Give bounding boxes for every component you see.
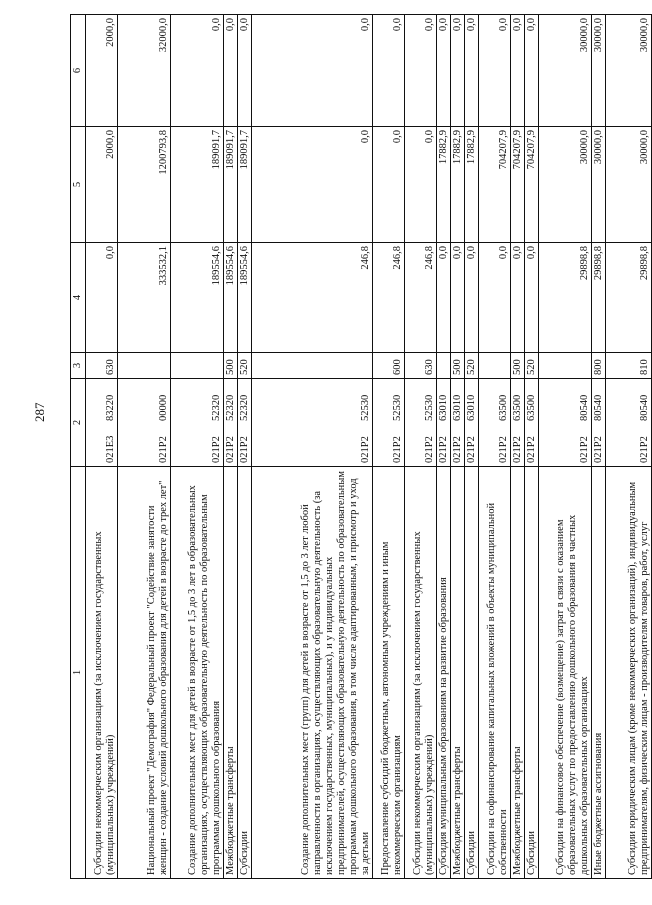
- row-name: Субсидии: [525, 467, 539, 879]
- row-value-col5: 17882,9: [465, 127, 479, 243]
- row-value-col5: 189091,7: [171, 127, 224, 243]
- row-expense-type: [539, 353, 592, 379]
- row-name: Субсидии: [465, 467, 479, 879]
- row-code-program: 021P2: [578, 436, 590, 463]
- page-number: 287: [32, 402, 47, 422]
- row-value-col6: 0,0: [171, 15, 224, 127]
- row-code: [479, 379, 511, 467]
- row-code: [118, 379, 171, 467]
- header-cell: 5: [71, 127, 86, 243]
- row-code-direction: 80540: [638, 394, 650, 421]
- row-code-direction: 80540: [592, 394, 604, 421]
- row-value-col4: 0,0: [86, 243, 118, 353]
- row-value-col6: 30000,0: [539, 15, 592, 127]
- row-code-program: 021P2: [497, 436, 509, 463]
- table-row: [171, 15, 224, 879]
- row-value-col4: 333532,1: [118, 243, 171, 353]
- row-value-col5: 0,0: [405, 127, 437, 243]
- row-name: Национальный проект "Демография" Федеральный проект "Содействие занятости женщин - создание условий дошкольного образования для детей в возрасте до трех лет": [118, 467, 171, 879]
- row-code-direction: 52530: [391, 394, 403, 421]
- row-code: [606, 379, 652, 467]
- row-value-col5: 0,0: [252, 127, 373, 243]
- row-name: Межбюджетные трансферты: [511, 467, 525, 879]
- row-value-col6: 0,0: [511, 15, 525, 127]
- table-row: [86, 15, 118, 879]
- table-row: [511, 15, 525, 879]
- row-code-program: 021P2: [511, 436, 523, 463]
- table-row: [606, 15, 652, 879]
- row-code: [405, 379, 437, 467]
- row-expense-type: 520: [465, 353, 479, 379]
- row-value-col5: 30000,0: [606, 127, 652, 243]
- row-value-col6: 0,0: [525, 15, 539, 127]
- row-value-col6: 30000,0: [606, 15, 652, 127]
- budget-table: [70, 14, 652, 879]
- row-code-program: 021P2: [465, 436, 477, 463]
- row-code-program: 021P2: [210, 436, 222, 463]
- row-code: [373, 379, 405, 467]
- row-code: [451, 379, 465, 467]
- table-row: [238, 15, 252, 879]
- table-row: [373, 15, 405, 879]
- row-code-program: 021P2: [224, 436, 236, 463]
- table-row: [224, 15, 238, 879]
- row-expense-type: 810: [606, 353, 652, 379]
- row-name: Субсидии на финансовое обеспечение (возмещение) затрат в связи с оказанием образовательных услуг по предоставлению дошкольного образования в частных дошкольных образовательных организациях: [539, 467, 592, 879]
- row-expense-type: 500: [511, 353, 525, 379]
- table-row: [479, 15, 511, 879]
- row-value-col6: 0,0: [479, 15, 511, 127]
- row-code-direction: 52320: [238, 394, 250, 421]
- header-cell: 2: [71, 379, 86, 467]
- row-code-direction: 63010: [465, 394, 477, 421]
- row-code-direction: 00000: [157, 394, 169, 421]
- row-value-col5: 704207,9: [511, 127, 525, 243]
- row-code-program: 021P2: [525, 436, 537, 463]
- row-value-col5: 30000,0: [592, 127, 606, 243]
- row-code-program: 021P2: [359, 436, 371, 463]
- header-cell: 3: [71, 353, 86, 379]
- row-code: [465, 379, 479, 467]
- row-code: [511, 379, 525, 467]
- row-code-program: 021P2: [437, 436, 449, 463]
- row-value-col4: 189554,6: [238, 243, 252, 353]
- row-code-direction: 52530: [423, 394, 435, 421]
- row-name: Межбюджетные трансферты: [451, 467, 465, 879]
- row-value-col5: 30000,0: [539, 127, 592, 243]
- row-code-program: 021P2: [391, 436, 403, 463]
- row-code-program: 021P2: [157, 436, 169, 463]
- row-code-program: 021P2: [238, 436, 250, 463]
- row-value-col5: 0,0: [373, 127, 405, 243]
- row-name: Субсидии на софинансирование капитальных вложений в объекты муниципальной собственности: [479, 467, 511, 879]
- row-code-direction: 63500: [525, 394, 537, 421]
- row-name: Субсидии юридическим лицам (кроме некоммерческих организаций), индивидуальным предпринимателям, физическим лицам - производителям товаров, работ, услуг: [606, 467, 652, 879]
- row-code-program: 021P2: [592, 436, 604, 463]
- row-code: [525, 379, 539, 467]
- row-expense-type: 520: [238, 353, 252, 379]
- row-value-col4: 29898,8: [539, 243, 592, 353]
- row-value-col6: 0,0: [373, 15, 405, 127]
- row-value-col6: 0,0: [224, 15, 238, 127]
- row-code: [539, 379, 592, 467]
- row-value-col6: 0,0: [252, 15, 373, 127]
- row-expense-type: 600: [373, 353, 405, 379]
- table-row: [118, 15, 171, 879]
- row-code-direction: 83220: [104, 394, 116, 421]
- row-name: Иные бюджетные ассигнования: [592, 467, 606, 879]
- row-expense-type: [118, 353, 171, 379]
- row-code-program: 021E3: [104, 435, 116, 463]
- row-value-col5: 2000,0: [86, 127, 118, 243]
- row-name: Субсидии некоммерческим организациям (за исключением государственных (муниципальных) учреждений): [405, 467, 437, 879]
- row-expense-type: 520: [525, 353, 539, 379]
- row-name: Создание дополнительных мест (групп) для детей в возрасте от 1,5 до 3 лет любой направленности в организациях, осуществляющих образовательную деятельность (за исключением государственных, муниципальных), и у индивидуальных предпринимателей, осуществляющих образовательную деятельность по образовательным программам дошкольного образования, в том числе адаптированным, и присмотр и уход за детьми: [252, 467, 373, 879]
- row-value-col4: 0,0: [525, 243, 539, 353]
- row-value-col6: 2000,0: [86, 15, 118, 127]
- row-value-col5: 189091,7: [224, 127, 238, 243]
- row-value-col4: 0,0: [437, 243, 451, 353]
- table-row: [252, 15, 373, 879]
- row-code-direction: 63500: [511, 394, 523, 421]
- row-code: [592, 379, 606, 467]
- row-code: [171, 379, 224, 467]
- row-value-col4: 29898,8: [592, 243, 606, 353]
- row-code-direction: 52320: [224, 394, 236, 421]
- header-cell: 6: [71, 15, 86, 127]
- row-code-direction: 52530: [359, 394, 371, 421]
- row-name: Субсидии: [238, 467, 252, 879]
- row-code-direction: 80540: [578, 394, 590, 421]
- row-name: Субсидии некоммерческим организациям (за исключением государственных (муниципальных) учреждений): [86, 467, 118, 879]
- row-value-col4: 0,0: [479, 243, 511, 353]
- row-value-col5: 17882,9: [437, 127, 451, 243]
- header-cell: 4: [71, 243, 86, 353]
- row-expense-type: 500: [224, 353, 238, 379]
- row-value-col4: 0,0: [451, 243, 465, 353]
- row-value-col6: 0,0: [437, 15, 451, 127]
- row-code: [224, 379, 238, 467]
- row-value-col6: 32000,0: [118, 15, 171, 127]
- table-header-row: [71, 15, 86, 879]
- row-expense-type: 630: [86, 353, 118, 379]
- row-value-col5: 17882,9: [451, 127, 465, 243]
- row-code-direction: 52320: [210, 394, 222, 421]
- row-code-program: 021P2: [451, 436, 463, 463]
- row-name: Создание дополнительных мест для детей в возрасте от 1,5 до 3 лет в образовательных организациях, осуществляющих образовательную деятельность по образовательным программам дошкольного образования: [171, 467, 224, 879]
- row-expense-type: [437, 353, 451, 379]
- row-value-col6: 0,0: [405, 15, 437, 127]
- row-expense-type: 800: [592, 353, 606, 379]
- row-expense-type: [252, 353, 373, 379]
- row-value-col4: 246,8: [252, 243, 373, 353]
- row-code: [86, 379, 118, 467]
- table-row: [405, 15, 437, 879]
- row-code-direction: 63500: [497, 394, 509, 421]
- row-code: [437, 379, 451, 467]
- row-value-col6: 0,0: [465, 15, 479, 127]
- row-value-col4: 246,8: [405, 243, 437, 353]
- row-code-direction: 63010: [451, 394, 463, 421]
- row-value-col5: 704207,9: [479, 127, 511, 243]
- row-code-direction: 63010: [437, 394, 449, 421]
- row-value-col4: 29898,8: [606, 243, 652, 353]
- header-cell: 1: [71, 467, 86, 879]
- row-name: Межбюджетные трансферты: [224, 467, 238, 879]
- row-value-col6: 30000,0: [592, 15, 606, 127]
- row-name: Предоставление субсидий бюджетным, автономным учреждениям и иным некоммерческим организациям: [373, 467, 405, 879]
- row-code: [238, 379, 252, 467]
- table-row: [539, 15, 592, 879]
- row-expense-type: [171, 353, 224, 379]
- table-row: [592, 15, 606, 879]
- row-value-col5: 189091,7: [238, 127, 252, 243]
- row-value-col6: 0,0: [451, 15, 465, 127]
- row-value-col4: 189554,6: [171, 243, 224, 353]
- row-value-col6: 0,0: [238, 15, 252, 127]
- table-row: [525, 15, 539, 879]
- row-value-col5: 1200793,8: [118, 127, 171, 243]
- row-value-col4: 0,0: [511, 243, 525, 353]
- row-value-col4: 246,8: [373, 243, 405, 353]
- row-value-col4: 189554,6: [224, 243, 238, 353]
- row-code-program: 021P2: [638, 436, 650, 463]
- table-row: [437, 15, 451, 879]
- row-code: [252, 379, 373, 467]
- row-value-col5: 704207,9: [525, 127, 539, 243]
- row-expense-type: [479, 353, 511, 379]
- document-page: [70, 15, 650, 879]
- table-row: [451, 15, 465, 879]
- table-row: [465, 15, 479, 879]
- row-value-col4: 0,0: [465, 243, 479, 353]
- row-expense-type: 500: [451, 353, 465, 379]
- row-code-program: 021P2: [423, 436, 435, 463]
- row-expense-type: 630: [405, 353, 437, 379]
- row-name: Субсидия муниципальным образованиям на развитие образования: [437, 467, 451, 879]
